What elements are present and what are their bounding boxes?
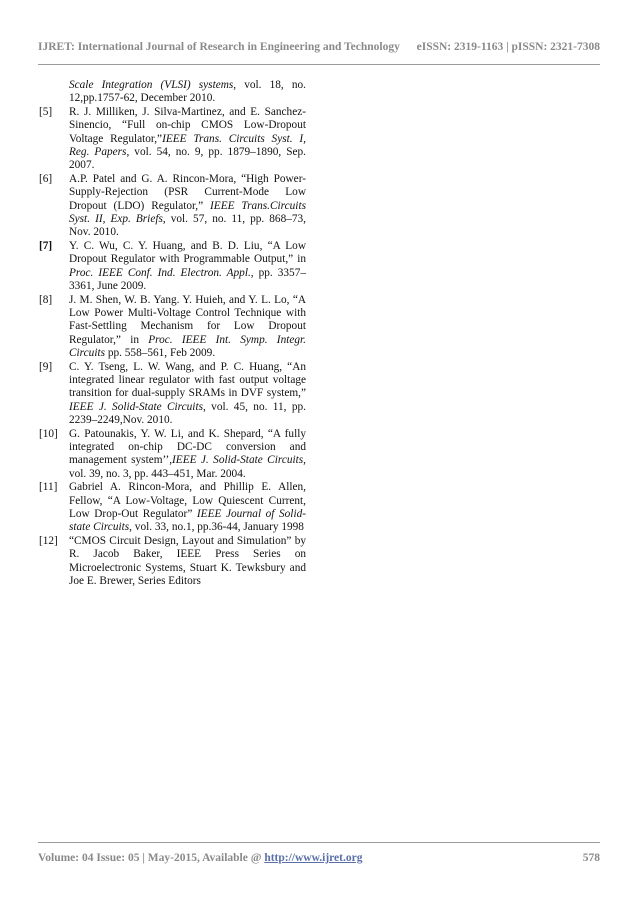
reference-number: [9]	[39, 360, 53, 373]
reference-text: “CMOS Circuit Design, Layout and Simulation” by R. Jacob Baker, IEEE Press Series on Microelectronic Systems, Stuart K. Tewksbury and Joe E. Brewer, Series Editors	[69, 534, 306, 588]
reference-text: , vol. 45, no. 11, pp. 2239–2249,Nov. 2010.	[69, 400, 306, 427]
reference-venue: IEEE J. Solid-State Circuits	[172, 454, 304, 467]
running-header	[38, 41, 600, 55]
reference-entry	[39, 294, 306, 361]
reference-continuation	[39, 79, 306, 106]
footer-volume-text: Volume: 04 Issue: 05 | May-2015, Available @	[38, 852, 265, 864]
reference-text: , vol. 54, no. 9, pp. 1879–1890, Sep. 2007.	[69, 146, 307, 172]
reference-text: Y. C. Wu, C. Y. Huang, and B. D. Liu, “A Low Dropout Regulator with Programmable Output,” in	[69, 239, 306, 266]
reference-text: , vol. 57, no. 11, pp. 868–73, Nov. 2010.	[69, 213, 306, 239]
reference-text: , vol. 18, no. 12,pp.1757-62, December 2010.	[69, 79, 306, 105]
journal-title: IJRET: International Journal of Research in Engineering and Technology	[38, 41, 400, 53]
reference-text: , vol. 39, no. 3, pp. 443–451, Mar. 2004.	[69, 454, 306, 480]
reference-number: [8]	[39, 293, 53, 306]
reference-venue: IEEE Trans.Circuits Syst. II, Exp. Briefs	[69, 199, 306, 226]
reference-body	[69, 294, 306, 361]
reference-entry	[39, 240, 306, 294]
reference-venue: Proc. IEEE Int. Symp. Integr. Circuits	[69, 333, 306, 360]
reference-venue: IEEE J. Solid-State Circuits	[69, 400, 203, 413]
journal-website-link[interactable]: http://www.ijret.org	[264, 852, 363, 864]
reference-body	[69, 428, 306, 482]
header-rule	[38, 64, 600, 65]
reference-text: Gabriel A. Rincon-Mora, and Phillip E. Allen, Fellow, “A Low-Voltage, Low Quiescent Current, Low Drop-Out Regulator”	[69, 481, 306, 520]
reference-text: pp. 558–561, Feb 2009.	[105, 347, 216, 360]
reference-entry	[39, 428, 306, 482]
issn-text: eISSN: 2319-1163 | pISSN: 2321-7308	[416, 41, 600, 53]
reference-number: [10]	[39, 427, 58, 440]
reference-entry	[39, 173, 306, 240]
reference-number: [5]	[39, 105, 53, 118]
reference-text: G. Patounakis, Y. W. Li, and K. Shepard, “A fully integrated on-chip DC-DC conversion and management system’’,	[69, 427, 306, 467]
reference-body	[69, 173, 306, 240]
reference-body	[69, 106, 306, 173]
footer-rule	[38, 842, 600, 843]
reference-body	[69, 361, 306, 428]
reference-text: A.P. Patel and G. A. Rincon-Mora, “High Power-Supply-Rejection (PSR Current-Mode Low Dropout (LDO) Regulator,”	[69, 172, 306, 212]
reference-number: [7]	[39, 239, 53, 252]
reference-entry	[39, 535, 306, 589]
reference-venue: Scale Integration (VLSI) systems	[69, 79, 234, 91]
reference-text: , vol. 33, no.1, pp.36-44, January 1998	[129, 521, 304, 534]
page-number: 578	[582, 852, 600, 864]
reference-body	[69, 240, 306, 294]
references-list	[39, 79, 306, 588]
reference-venue: IEEE Trans. Circuits Syst. I, Reg. Papers	[69, 132, 306, 159]
reference-number: [6]	[39, 172, 53, 185]
reference-body	[69, 535, 306, 589]
reference-venue: Proc. IEEE Conf. Ind. Electron. Appl.	[69, 266, 251, 279]
reference-number: [12]	[39, 534, 58, 547]
reference-text: C. Y. Tseng, L. W. Wang, and P. C. Huang, “An integrated linear regulator with fast output voltage transition for dual-supply SRAMs in DVF system,”	[69, 360, 306, 400]
running-footer	[38, 852, 600, 866]
reference-entry	[39, 106, 306, 173]
reference-text: J. M. Shen, W. B. Yang. Y. Huieh, and Y. L. Lo, “A Low Power Multi-Voltage Control Technique with Fast-Settling Mechanism for Low Dropout Regulator,” in	[69, 293, 306, 346]
reference-body	[69, 481, 306, 535]
reference-venue: IEEE Journal of Solid-state Circuits	[69, 508, 306, 534]
footer-volume-info	[38, 852, 362, 864]
reference-number: [11]	[39, 481, 58, 494]
reference-entry	[39, 361, 306, 428]
reference-text: , pp. 3357–3361, June 2009.	[69, 266, 306, 293]
reference-items	[39, 106, 306, 589]
reference-entry	[39, 481, 306, 535]
reference-text: R. J. Milliken, J. Silva-Martinez, and E. Sanchez-Sinencio, “Full on-chip CMOS Low-Dropout Voltage Regulator,”	[69, 105, 306, 145]
